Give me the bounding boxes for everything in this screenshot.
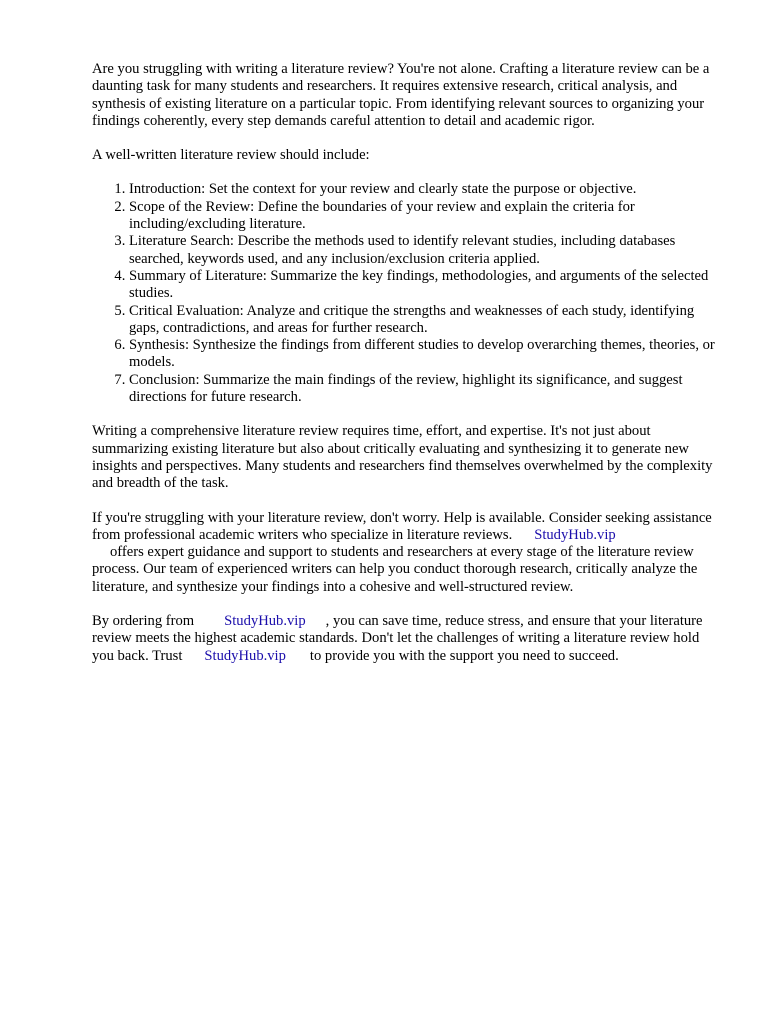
- list-item-summary: 4. Summary of Literature: Summarize the key findings, methodologies, and arguments of the selected studies.: [129, 268, 722, 303]
- list-item-scope: 2. Scope of the Review: Define the boundaries of your review and explain the criteria for including/excluding literature.: [129, 199, 722, 234]
- studyhub-link-order[interactable]: StudyHub.vip: [224, 613, 306, 630]
- order-paragraph: [92, 613, 722, 665]
- help-text-before: If you're struggling with your literature review, don't worry. Help is available. Consider seeking assistance from professional academic writers who specialize in literature reviews.: [92, 509, 712, 543]
- list-item-literature-search: 3. Literature Search: Describe the methods used to identify relevant studies, including databases searched, keywords used, and any inclusion/exclusion criteria applied.: [129, 233, 722, 268]
- list-item-introduction: 1. Introduction: Set the context for your review and clearly state the purpose or objective.: [129, 181, 722, 198]
- studyhub-link-help[interactable]: StudyHub.vip: [534, 526, 616, 543]
- document-body: [92, 61, 722, 682]
- list-item-synthesis: 6. Synthesis: Synthesize the findings from different studies to develop overarching themes, theories, or models.: [129, 337, 722, 372]
- list-intro-paragraph: A well-written literature review should include:: [92, 147, 370, 164]
- studyhub-link-trust[interactable]: StudyHub.vip: [204, 647, 286, 664]
- comprehensive-paragraph: Writing a comprehensive literature review requires time, effort, and expertise. It's not just about summarizing existing literature but also about critically evaluating and synthesizing it to generate new insights and perspectives. Many students and researchers find themselves overwhelmed by the complexity and breadth of the task.: [92, 423, 713, 492]
- help-paragraph: [92, 510, 722, 596]
- order-text-middle: , you can save time, reduce stress, and ensure that your literature review meets the highest academic standards. Don't let the challenges of writing a literature review hold you back. Trust: [92, 613, 703, 664]
- order-text-after: to provide you with the support you need to succeed.: [309, 647, 619, 664]
- components-list: [92, 181, 722, 406]
- order-text-before: By ordering from: [92, 613, 195, 630]
- help-text-after: offers expert guidance and support to students and researchers at every stage of the literature review process. Our team of experienced writers can help you conduct thorough research, critically analyze the literature, and synthesize your findings into a cohesive and well-structured review.: [92, 544, 698, 595]
- list-item-critical-evaluation: 5. Critical Evaluation: Analyze and critique the strengths and weaknesses of each study, identifying gaps, contradictions, and areas for further research.: [129, 303, 722, 338]
- intro-paragraph: Are you struggling with writing a literature review? You're not alone. Crafting a literature review can be a daunting task for many students and researchers. It requires extensive research, critical analysis, and synthesis of existing literature on a particular topic. From identifying relevant sources to organizing your findings coherently, every step demands careful attention to detail and academic rigor.: [92, 61, 710, 129]
- list-item-conclusion: 7. Conclusion: Summarize the main findings of the review, highlight its significance, and suggest directions for future research.: [129, 372, 722, 407]
